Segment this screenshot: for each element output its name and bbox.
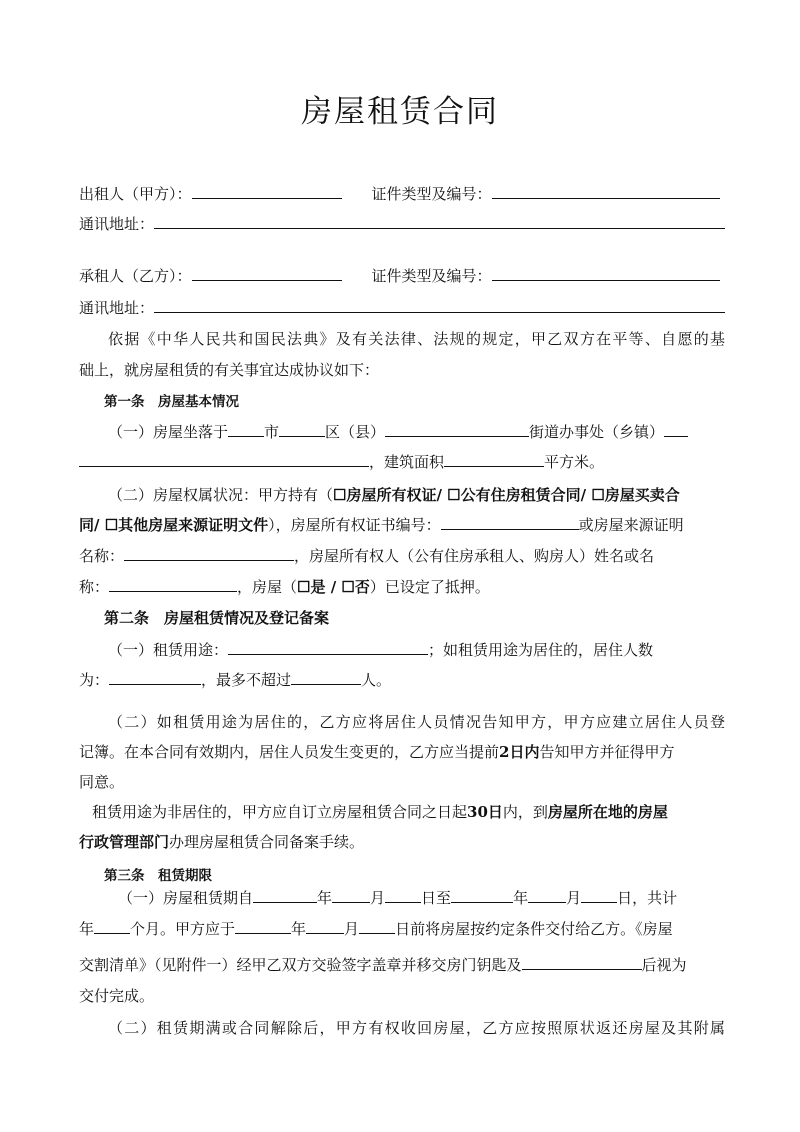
delivery-day-field[interactable] <box>359 919 395 934</box>
article3-term-line3 <box>79 955 725 975</box>
end-day-field[interactable] <box>581 888 617 903</box>
city-label: 市 <box>264 423 280 441</box>
article2-purpose-line <box>108 640 725 660</box>
lessee-name-label: 承租人（乙方）： <box>79 267 192 285</box>
start-year-field[interactable] <box>253 888 317 903</box>
total-label: 日，共计 <box>617 889 678 907</box>
article1-ownership-line2 <box>79 515 725 535</box>
mortgage-label: ，房屋（ <box>237 578 298 596</box>
lessor-id-field[interactable] <box>492 184 720 199</box>
delivery-month-field[interactable] <box>306 919 344 934</box>
area-unit: 平方米。 <box>544 453 605 471</box>
handover-suffix: 后视为 <box>641 956 687 974</box>
month-label-3: 月 <box>344 920 360 938</box>
month-label-2: 月 <box>566 889 582 907</box>
p3-text-c: 内，到 <box>502 803 548 821</box>
article3-p2-line1: （二）租赁期满或合同解除后，甲方有权收回房屋，乙方应按照原状返还房屋及其附属 <box>108 1019 725 1037</box>
proof-name-field[interactable] <box>124 546 294 561</box>
lessor-address-line <box>79 214 725 234</box>
p3-dept-bold: 行政管理部门 <box>79 833 170 851</box>
article1-ownership-line1 <box>108 485 725 505</box>
article3-term-line4: 交付完成。 <box>79 987 155 1005</box>
article2-p2-line2 <box>79 742 725 762</box>
address-field-start[interactable] <box>664 422 688 437</box>
start-month-field[interactable] <box>332 888 370 903</box>
district-field[interactable] <box>279 422 325 437</box>
lessor-name-field[interactable] <box>192 184 342 199</box>
purpose-label: （一）租赁用途： <box>108 641 229 659</box>
lessee-address-field[interactable] <box>154 298 725 313</box>
lessee-name-field[interactable] <box>192 266 342 281</box>
p3-days-bold: 30日 <box>467 803 503 821</box>
purpose-field[interactable] <box>228 640 428 655</box>
article1-ownership-line4 <box>79 577 725 597</box>
certificate-no-field[interactable] <box>441 515 579 530</box>
mortgage-options[interactable]: ☐是 / ☐否 <box>297 578 370 596</box>
year-label-4: 年 <box>291 920 307 938</box>
article1-area-line <box>79 452 725 472</box>
lessee-id-field[interactable] <box>492 266 720 281</box>
article2-residents-line <box>79 670 725 690</box>
end-month-field[interactable] <box>528 888 566 903</box>
article2-p3-line2 <box>79 832 725 852</box>
owner-name-field[interactable] <box>109 577 237 592</box>
max-field[interactable] <box>291 670 361 685</box>
owner-label: 称： <box>79 578 110 596</box>
p3-text-end: 办理房屋租赁合同备案手续。 <box>169 833 365 851</box>
start-day-field[interactable] <box>385 888 421 903</box>
months-field[interactable] <box>94 919 130 934</box>
year-label-3: 年 <box>79 920 95 938</box>
handover-field[interactable] <box>522 955 642 970</box>
ownership-label: （二）房屋权属状况：甲方持有（ <box>108 486 334 504</box>
article1-location-line <box>108 422 725 442</box>
article2-heading: 第二条 房屋租赁情况及登记备案 <box>104 609 330 627</box>
source-proof-label: 或房屋来源证明 <box>578 516 684 534</box>
delivery-text: 日前将房屋按约定条件交付给乙方。《房屋 <box>395 920 673 938</box>
residents-prefix: 为： <box>79 671 110 689</box>
day-to-label: 日至 <box>421 889 452 907</box>
delivery-label: 个月。甲方应于 <box>130 920 236 938</box>
p2-text-c: 告知甲方并征得甲方 <box>539 743 675 761</box>
max-label: ，最多不超过 <box>201 671 292 689</box>
lessor-address-label: 通讯地址： <box>79 215 155 233</box>
lessee-address-line <box>79 298 725 318</box>
district-label: 区（县） <box>325 423 386 441</box>
year-label-2: 年 <box>513 889 529 907</box>
lessee-id-label: 证件类型及编号： <box>371 267 492 285</box>
article3-term-line2 <box>79 919 725 939</box>
street-field[interactable] <box>385 422 529 437</box>
mortgage-suffix: ）已设定了抵押。 <box>369 578 490 596</box>
article2-p2-line1: （二）如租赁用途为居住的，乙方应将居住人员情况告知甲方，甲方应建立居住人员登 <box>108 713 725 731</box>
p2-days-bold: 2日内 <box>499 743 540 761</box>
article3-heading: 第三条 租赁期限 <box>104 868 212 884</box>
area-label: ，建筑面积 <box>369 453 445 471</box>
ownership-options-cont[interactable]: 同/ ☐其他房屋来源证明文件 <box>79 516 269 534</box>
name-label: 名称： <box>79 547 125 565</box>
street-label: 街道办事处（乡镇） <box>529 423 665 441</box>
p3-location-bold: 房屋所在地的房屋 <box>547 803 668 821</box>
month-label: 月 <box>370 889 386 907</box>
lessor-name-label: 出租人（甲方）： <box>79 185 192 203</box>
article3-term-line1 <box>118 888 725 908</box>
end-year-field[interactable] <box>451 888 513 903</box>
article1-ownership-line3 <box>79 546 725 566</box>
certificate-no-label: ），房屋所有权证书编号： <box>268 516 441 534</box>
lessor-id-label: 证件类型及编号： <box>371 185 492 203</box>
owner-name-label: ，房屋所有权人（公有住房承租人、购房人）姓名或名 <box>294 547 655 565</box>
lessor-line <box>79 184 725 204</box>
preamble-line2: 础上，就房屋租赁的有关事宜达成协议如下： <box>79 361 380 379</box>
area-field[interactable] <box>444 452 544 467</box>
handover-text: 交割清单》（见附件一）经甲乙双方交验签字盖章并移交房门钥匙及 <box>79 956 522 974</box>
article1-heading: 第一条 房屋基本情况 <box>104 394 239 410</box>
p3-text-a: 租赁用途为非居住的，甲方应自订立房屋租赁合同之日起 <box>92 803 468 821</box>
persons-unit: 人。 <box>361 671 392 689</box>
page-title: 房屋租赁合同 <box>301 94 499 130</box>
ownership-options[interactable]: ☐房屋所有权证/ ☐公有住房租赁合同/ ☐房屋买卖合 <box>333 486 680 504</box>
year-label: 年 <box>317 889 333 907</box>
delivery-year-field[interactable] <box>235 919 291 934</box>
address-field-cont[interactable] <box>79 452 369 467</box>
residents-field[interactable] <box>109 670 201 685</box>
city-field[interactable] <box>228 422 264 437</box>
location-label: （一）房屋坐落于 <box>108 423 229 441</box>
term-label: （一）房屋租赁期自 <box>118 889 254 907</box>
article2-p3-line1 <box>92 802 725 822</box>
article2-p2-line3: 同意。 <box>79 773 125 791</box>
lessee-address-label: 通讯地址： <box>79 299 155 317</box>
preamble-line1: 依据《中华人民共和国民法典》及有关法律、法规的规定，甲乙双方在平等、自愿的基 <box>108 330 725 348</box>
residents-label: ；如租赁用途为居住的，居住人数 <box>428 641 654 659</box>
lessee-line <box>79 266 725 286</box>
lessor-address-field[interactable] <box>154 214 725 229</box>
p2-text-a: 记簿。在本合同有效期内，居住人员发生变更的，乙方应当提前 <box>79 743 500 761</box>
